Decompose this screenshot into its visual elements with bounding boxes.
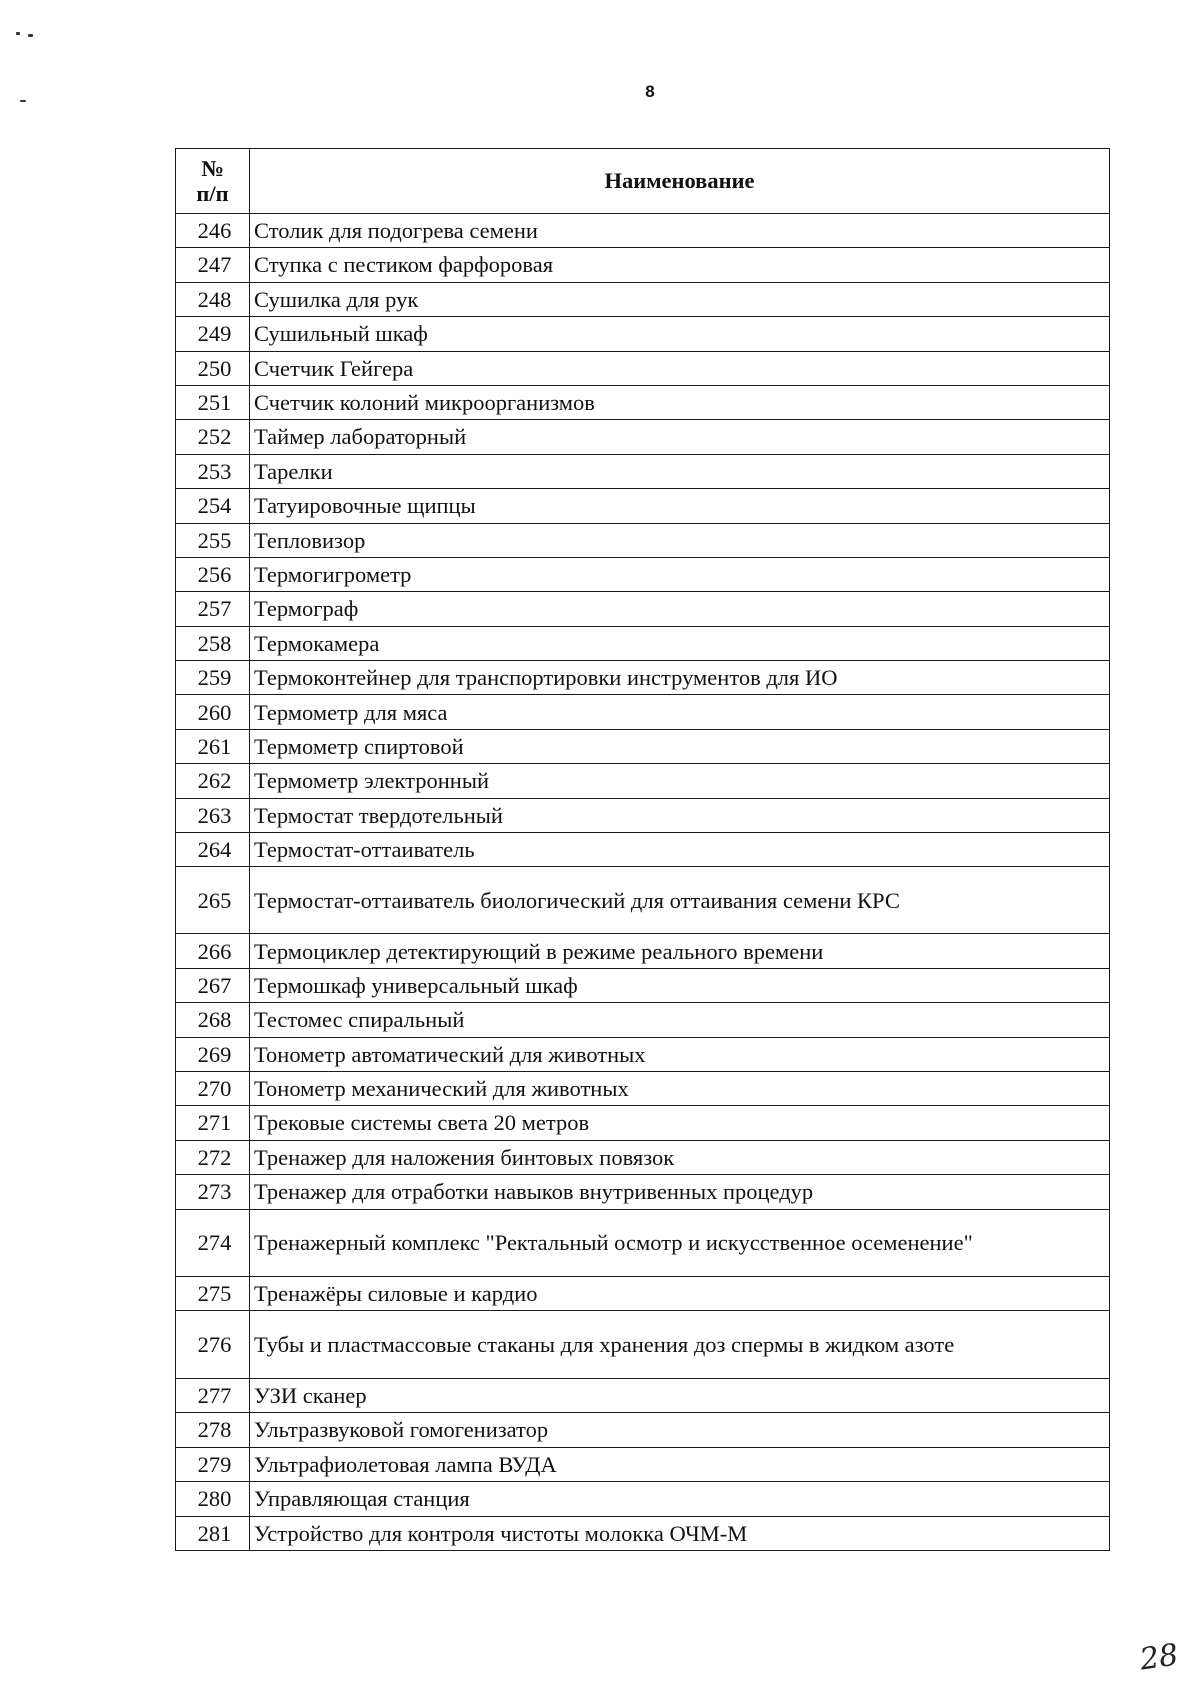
- row-number-cell: 252: [176, 420, 250, 454]
- row-number-cell: 263: [176, 798, 250, 832]
- scan-speck: [16, 32, 20, 35]
- row-name-cell: Таймер лабораторный: [250, 420, 1110, 454]
- row-name-cell: Термометр спиртовой: [250, 729, 1110, 763]
- table-row: [176, 1310, 1110, 1378]
- page-number: 8: [645, 82, 655, 101]
- scan-speck: [28, 34, 33, 37]
- row-name-cell: Сушильный шкаф: [250, 317, 1110, 351]
- header-number-cell: [176, 149, 250, 214]
- table-row: [176, 248, 1110, 282]
- table-row: [176, 1140, 1110, 1174]
- table-body: [176, 214, 1110, 1551]
- row-name-cell: Тепловизор: [250, 523, 1110, 557]
- table-row: [176, 1276, 1110, 1310]
- row-number-cell: 265: [176, 867, 250, 934]
- row-number-cell: 266: [176, 934, 250, 968]
- row-number-cell: 255: [176, 523, 250, 557]
- row-name-cell: Термокамера: [250, 626, 1110, 660]
- header-number-abbr: п/п: [196, 181, 229, 206]
- table-row: [176, 661, 1110, 695]
- table-row: [176, 968, 1110, 1002]
- table-row: [176, 1003, 1110, 1037]
- table-row: [176, 1378, 1110, 1412]
- table-row: [176, 385, 1110, 419]
- table-row: [176, 557, 1110, 591]
- row-name-cell: Ступка с пестиком фарфоровая: [250, 248, 1110, 282]
- table-row: [176, 764, 1110, 798]
- scan-speck: [20, 100, 26, 102]
- row-number-cell: 278: [176, 1413, 250, 1447]
- row-number-cell: 273: [176, 1175, 250, 1209]
- row-number-cell: 281: [176, 1516, 250, 1550]
- row-name-cell: Столик для подогрева семени: [250, 214, 1110, 248]
- table-row: [176, 489, 1110, 523]
- row-name-cell: Термограф: [250, 592, 1110, 626]
- row-number-cell: 279: [176, 1447, 250, 1481]
- row-number-cell: 250: [176, 351, 250, 385]
- row-number-cell: 251: [176, 385, 250, 419]
- row-name-cell: Трековые системы света 20 метров: [250, 1106, 1110, 1140]
- row-name-cell: Сушилка для рук: [250, 282, 1110, 316]
- row-number-cell: 256: [176, 557, 250, 591]
- table-row: [176, 592, 1110, 626]
- table-row: [176, 1037, 1110, 1071]
- table-row: [176, 833, 1110, 867]
- row-number-cell: 269: [176, 1037, 250, 1071]
- table-row: [176, 1209, 1110, 1276]
- row-name-cell: Тренажерный комплекс "Ректальный осмотр и искусственное осеменение": [250, 1209, 1110, 1276]
- table-row: [176, 317, 1110, 351]
- row-name-cell: Счетчик Гейгера: [250, 351, 1110, 385]
- row-name-cell: Термоконтейнер для транспортировки инструментов для ИО: [250, 661, 1110, 695]
- row-name-cell: Тонометр автоматический для животных: [250, 1037, 1110, 1071]
- row-number-cell: 272: [176, 1140, 250, 1174]
- row-name-cell: Тренажёры силовые и кардио: [250, 1276, 1110, 1310]
- row-number-cell: 267: [176, 968, 250, 1002]
- table-row: [176, 214, 1110, 248]
- table-row: [176, 1071, 1110, 1105]
- table-row: [176, 1447, 1110, 1481]
- row-name-cell: Ультразвуковой гомогенизатор: [250, 1413, 1110, 1447]
- table-row: [176, 729, 1110, 763]
- equipment-table: [175, 148, 1110, 1551]
- row-name-cell: Термометр для мяса: [250, 695, 1110, 729]
- table-row: [176, 798, 1110, 832]
- row-name-cell: УЗИ сканер: [250, 1378, 1110, 1412]
- table-row: [176, 282, 1110, 316]
- row-name-cell: Термоциклер детектирующий в режиме реального времени: [250, 934, 1110, 968]
- row-number-cell: 257: [176, 592, 250, 626]
- row-number-cell: 254: [176, 489, 250, 523]
- row-number-cell: 275: [176, 1276, 250, 1310]
- table-row: [176, 1482, 1110, 1516]
- table-row: [176, 1175, 1110, 1209]
- row-number-cell: 280: [176, 1482, 250, 1516]
- table-row: [176, 934, 1110, 968]
- row-number-cell: 247: [176, 248, 250, 282]
- row-name-cell: Термометр электронный: [250, 764, 1110, 798]
- table-row: [176, 1413, 1110, 1447]
- row-number-cell: 268: [176, 1003, 250, 1037]
- row-number-cell: 260: [176, 695, 250, 729]
- table-header-row: [176, 149, 1110, 214]
- row-number-cell: 248: [176, 282, 250, 316]
- row-name-cell: Тарелки: [250, 454, 1110, 488]
- row-name-cell: Тестомес спиральный: [250, 1003, 1110, 1037]
- table-row: [176, 695, 1110, 729]
- row-number-cell: 276: [176, 1310, 250, 1378]
- row-name-cell: Термостат-оттаиватель биологический для оттаивания семени КРС: [250, 867, 1110, 934]
- row-name-cell: Тренажер для наложения бинтовых повязок: [250, 1140, 1110, 1174]
- row-name-cell: Тонометр механический для животных: [250, 1071, 1110, 1105]
- table-row: [176, 1106, 1110, 1140]
- row-number-cell: 258: [176, 626, 250, 660]
- row-name-cell: Татуировочные щипцы: [250, 489, 1110, 523]
- row-name-cell: Управляющая станция: [250, 1482, 1110, 1516]
- row-name-cell: Счетчик колоний микроорганизмов: [250, 385, 1110, 419]
- row-number-cell: 270: [176, 1071, 250, 1105]
- row-number-cell: 264: [176, 833, 250, 867]
- row-name-cell: Тренажер для отработки навыков внутривенных процедур: [250, 1175, 1110, 1209]
- table-row: [176, 867, 1110, 934]
- row-name-cell: Термогигрометр: [250, 557, 1110, 591]
- row-number-cell: 261: [176, 729, 250, 763]
- row-name-cell: Ультрафиолетовая лампа ВУДА: [250, 1447, 1110, 1481]
- row-name-cell: Тубы и пластмассовые стаканы для хранения доз спермы в жидком азоте: [250, 1310, 1110, 1378]
- row-name-cell: Термостат-оттаиватель: [250, 833, 1110, 867]
- row-number-cell: 274: [176, 1209, 250, 1276]
- table-row: [176, 1516, 1110, 1550]
- table-row: [176, 351, 1110, 385]
- row-number-cell: 259: [176, 661, 250, 695]
- row-number-cell: 277: [176, 1378, 250, 1412]
- header-name-cell: Наименование: [250, 149, 1110, 214]
- table-row: [176, 454, 1110, 488]
- row-number-cell: 271: [176, 1106, 250, 1140]
- table-row: [176, 420, 1110, 454]
- row-number-cell: 253: [176, 454, 250, 488]
- row-name-cell: Термостат твердотельный: [250, 798, 1110, 832]
- table-row: [176, 626, 1110, 660]
- handwritten-folio-number: 28: [1137, 1637, 1181, 1678]
- row-number-cell: 262: [176, 764, 250, 798]
- header-number-sign: №: [201, 155, 224, 181]
- row-name-cell: Устройство для контроля чистоты молокка ОЧМ-М: [250, 1516, 1110, 1550]
- row-number-cell: 246: [176, 214, 250, 248]
- table-row: [176, 523, 1110, 557]
- row-name-cell: Термошкаф универсальный шкаф: [250, 968, 1110, 1002]
- row-number-cell: 249: [176, 317, 250, 351]
